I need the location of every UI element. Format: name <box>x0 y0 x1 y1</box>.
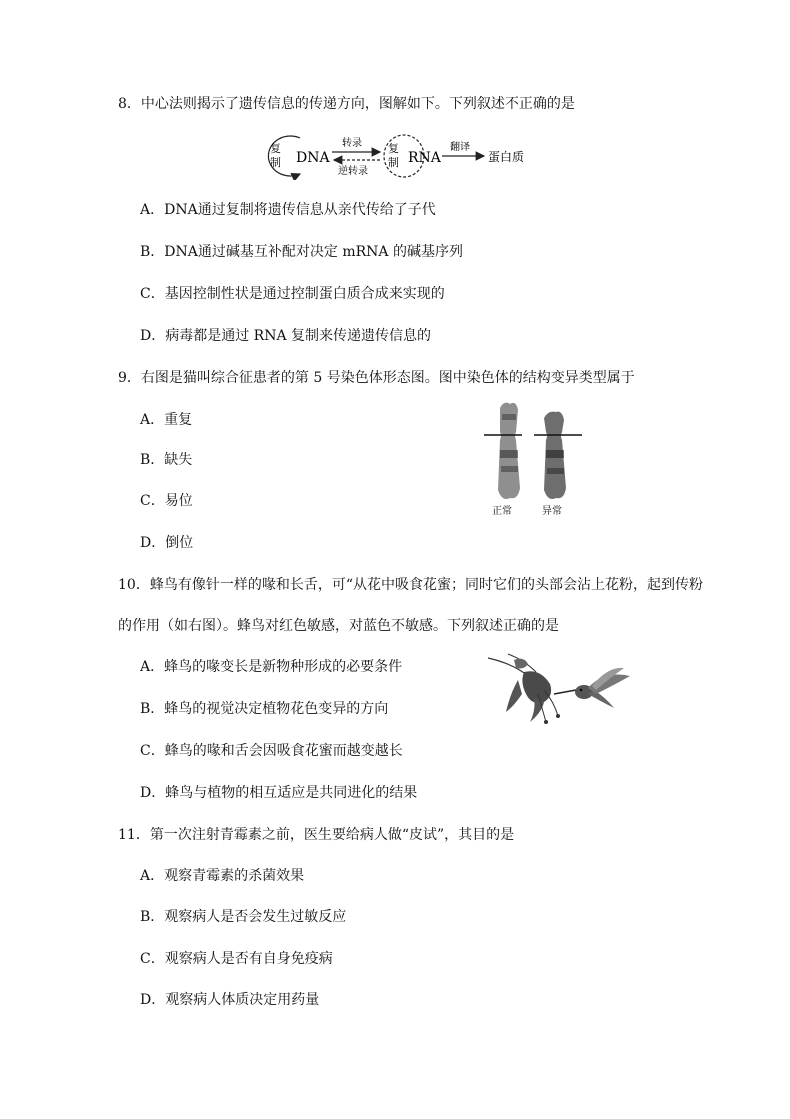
question-8-option-b: B．DNA通过碱基互补配对决定 mRNA 的碱基序列 <box>140 244 463 260</box>
hummingbird-beak <box>554 690 576 694</box>
dna-label: DNA <box>296 150 330 166</box>
rna-label: RNA <box>408 150 441 166</box>
abnormal-label: 异常 <box>542 506 562 517</box>
question-9-option-c: C．易位 <box>140 493 193 509</box>
reverse-transcription-label: 逆转录 <box>338 166 368 177</box>
question-11-stem: 11．第一次注射青霉素之前，医生要给病人做“皮试”，其目的是 <box>118 827 515 843</box>
normal-chromosome <box>498 403 520 499</box>
replicate-left-char-1: 复 <box>270 142 281 155</box>
question-10-stem-line-1: 10．蜂鸟有像针一样的喙和长舌，可“从花中吸食花蜜；同时它们的头部会沾上花粉，起到传粉 <box>118 577 703 593</box>
question-9-option-d: D．倒位 <box>140 535 194 551</box>
hummingbird-flower-figure <box>484 650 634 728</box>
replicate-right-char-1: 复 <box>388 142 399 155</box>
central-dogma-diagram <box>262 130 562 180</box>
question-10-option-a: A．蜂鸟的喙变长是新物种形成的必要条件 <box>140 659 403 675</box>
question-11-option-b: B．观察病人是否会发生过敏反应 <box>140 909 347 925</box>
question-10-option-c: C．蜂鸟的喙和舌会因吸食花蜜而越变越长 <box>140 743 403 759</box>
question-9-stem: 9．右图是猫叫综合征患者的第 5 号染色体形态图。图中染色体的结构变异类型属于 <box>118 370 635 386</box>
abnormal-chromosome <box>544 412 566 499</box>
question-9-option-a: A．重复 <box>140 412 193 428</box>
protein-label: 蛋白质 <box>488 150 525 164</box>
question-8-option-c: C．基因控制性状是通过控制蛋白质合成来实现的 <box>140 286 445 302</box>
replicate-left-char-2: 制 <box>270 156 281 169</box>
question-11-option-a: A．观察青霉素的杀菌效果 <box>140 868 305 884</box>
question-10-stem-line-2: 的作用（如右图）。蜂鸟对红色敏感，对蓝色不敏感。下列叙述正确的是 <box>118 618 559 634</box>
question-8-stem: 8．中心法则揭示了遗传信息的传递方向，图解如下。下列叙述不正确的是 <box>118 96 575 112</box>
flower-corolla <box>522 671 551 703</box>
question-11-option-d: D．观察病人体质决定用药量 <box>140 992 320 1008</box>
question-10-option-b: B．蜂鸟的视觉决定植物花色变异的方向 <box>140 701 389 717</box>
translation-label: 翻译 <box>450 142 470 153</box>
transcription-label: 转录 <box>342 138 362 149</box>
hummingbird <box>554 668 630 708</box>
replicate-right-char-2: 制 <box>388 156 399 169</box>
chromosome-figure <box>478 398 598 520</box>
question-8-option-a: A．DNA通过复制将遗传信息从亲代传给了子代 <box>140 202 436 218</box>
question-9-option-b: B．缺失 <box>140 452 193 468</box>
normal-label: 正常 <box>492 506 512 517</box>
question-8-option-d: D．病毒都是通过 RNA 复制来传递遗传信息的 <box>140 328 432 344</box>
question-11-option-c: C．观察病人是否有自身免疫病 <box>140 951 333 967</box>
question-10-option-d: D．蜂鸟与植物的相互适应是共同进化的结果 <box>140 785 418 801</box>
